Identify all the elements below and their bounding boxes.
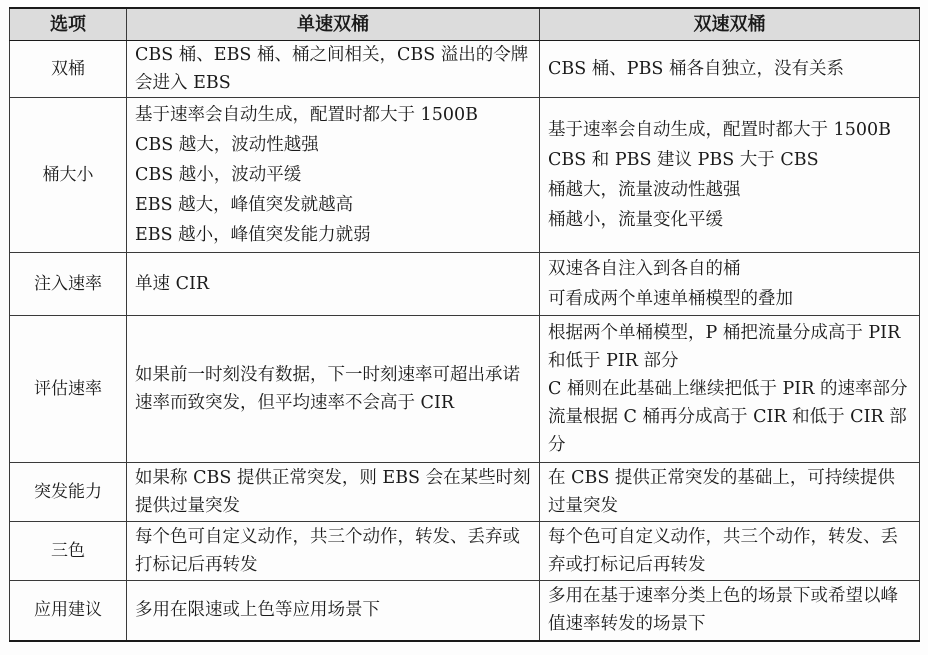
row-option-label: 桶大小 xyxy=(10,98,127,253)
comparison-table xyxy=(9,7,920,642)
table-body xyxy=(10,41,920,641)
two-rate-cell xyxy=(540,98,920,253)
single-rate-cell xyxy=(127,41,540,98)
cell-text: 每个色可自定义动作，共三个动作，转发、丢弃或打标记后再转发 xyxy=(135,527,520,575)
row-option-label: 双桶 xyxy=(10,41,127,98)
cell-line: 单速 CIR xyxy=(135,274,210,294)
cell-text: CBS 桶、EBS 桶、桶之间相关，CBS 溢出的令牌会进入 EBS xyxy=(135,45,529,93)
cell-line: 桶越大，流量波动性越强 xyxy=(548,180,741,200)
cell-text: 在 CBS 提供正常突发的基础上，可持续提供过量突发 xyxy=(548,468,895,516)
two-rate-cell xyxy=(540,316,920,463)
single-rate-cell xyxy=(127,98,540,253)
cell-line: 基于速率会自动生成，配置时都大于 1500B xyxy=(135,105,478,125)
table-header xyxy=(10,8,920,41)
two-rate-cell xyxy=(540,581,920,641)
table-row xyxy=(10,98,920,253)
two-rate-cell xyxy=(540,463,920,522)
table-row xyxy=(10,316,920,463)
cell-line: EBS 越小，峰值突发能力就弱 xyxy=(135,225,371,245)
row-option-label: 三色 xyxy=(10,522,127,581)
header-two-rate-two-bucket: 双速双桶 xyxy=(540,8,920,41)
cell-text: 如果前一时刻没有数据，下一时刻速率可超出承诺速率而致突发，但平均速率不会高于 CIR xyxy=(135,365,520,413)
row-option-label: 评估速率 xyxy=(10,316,127,463)
cell-line: CBS 越大，波动性越强 xyxy=(135,135,319,155)
cell-text: CBS 桶、PBS 桶各自独立，没有关系 xyxy=(548,59,844,79)
header-single-rate-two-bucket: 单速双桶 xyxy=(127,8,540,41)
header-option: 选项 xyxy=(10,8,127,41)
cell-text: C 桶则在此基础上继续把低于 PIR 的速率部分流量根据 C 桶再分成高于 CIR 和低于 CIR 部分 xyxy=(548,379,908,455)
single-rate-cell xyxy=(127,581,540,641)
row-option-label: 注入速率 xyxy=(10,253,127,316)
table-row xyxy=(10,41,920,98)
two-rate-cell xyxy=(540,41,920,98)
two-rate-cell xyxy=(540,522,920,581)
single-rate-cell xyxy=(127,463,540,522)
cell-text: 根据两个单桶模型，P 桶把流量分成高于 PIR 和低于 PIR 部分 xyxy=(548,323,901,371)
single-rate-cell xyxy=(127,522,540,581)
row-option-label: 应用建议 xyxy=(10,581,127,641)
cell-line: CBS 和 PBS 建议 PBS 大于 CBS xyxy=(548,150,819,170)
two-rate-cell xyxy=(540,253,920,316)
table-row xyxy=(10,522,920,581)
cell-text: 多用在基于速率分类上色的场景下或希望以峰值速率转发的场景下 xyxy=(548,586,898,635)
cell-text: 每个色可自定义动作，共三个动作，转发、丢弃或打标记后再转发 xyxy=(548,527,898,575)
cell-line: 桶越小，流量变化平缓 xyxy=(548,210,723,230)
cell-line: CBS 越小，波动平缓 xyxy=(135,165,302,185)
single-rate-cell xyxy=(127,253,540,316)
cell-text: 多用在限速或上色等应用场景下 xyxy=(135,600,380,621)
header-row xyxy=(10,8,920,41)
table-row xyxy=(10,253,920,316)
cell-line: 基于速率会自动生成，配置时都大于 1500B xyxy=(548,120,891,140)
table-row xyxy=(10,581,920,641)
row-option-label: 突发能力 xyxy=(10,463,127,522)
cell-text: 如果称 CBS 提供正常突发，则 EBS 会在某些时刻提供过量突发 xyxy=(135,468,531,516)
cell-line: 可看成两个单速单桶模型的叠加 xyxy=(548,289,793,309)
table-row xyxy=(10,463,920,522)
single-rate-cell xyxy=(127,316,540,463)
cell-line: 双速各自注入到各自的桶 xyxy=(548,259,741,279)
cell-line: EBS 越大，峰值突发就越高 xyxy=(135,195,354,215)
